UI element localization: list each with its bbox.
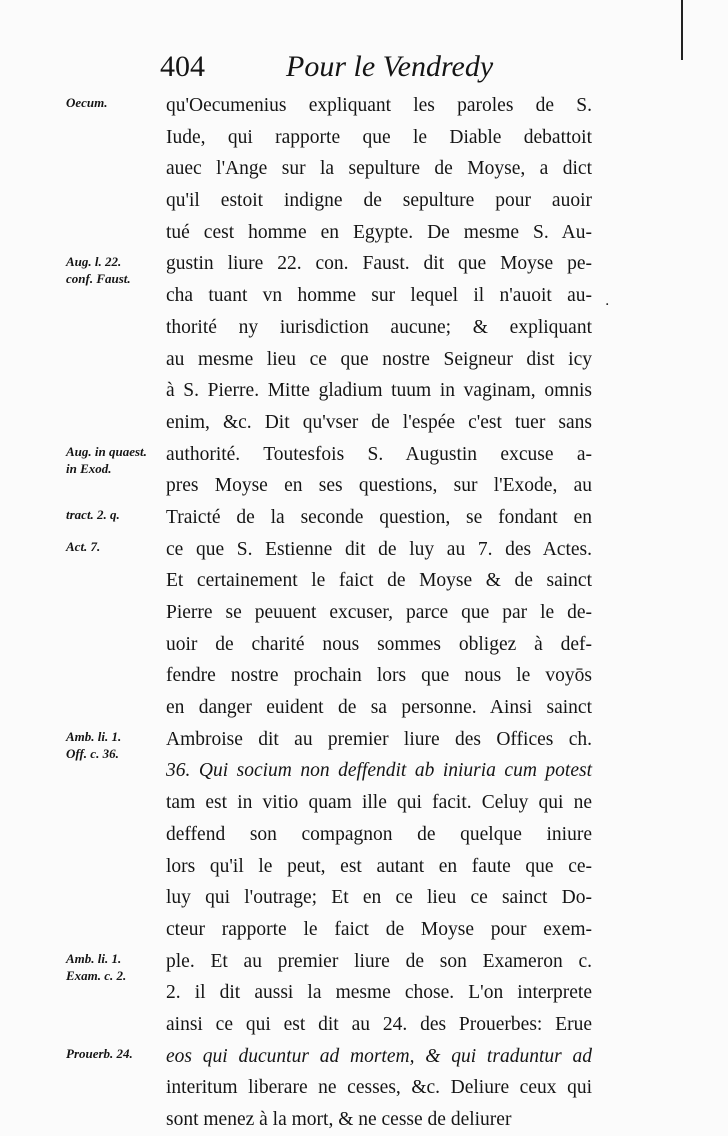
marginal-note-line: Act. 7.	[66, 538, 101, 554]
text-line: thorité ny iurisdiction aucune; & expliquant	[166, 316, 592, 338]
marginal-note-line: Exam. c. 2.	[66, 967, 127, 983]
text-line: Traicté de la seconde question, se fondant en	[166, 506, 592, 528]
text-line: tué cest homme en Egypte. De mesme S. Au-	[166, 221, 592, 243]
text-line: ple. Et au premier liure de son Exameron c.	[166, 950, 592, 972]
marginal-notes	[0, 0, 160, 1061]
text-line: interitum liberare ne cesses, &c. Deliure ceux qui	[166, 1077, 592, 1099]
text-line: authorité. Toutesfois S. Augustin excuse a-	[166, 443, 592, 465]
page-edge-rule	[681, 0, 683, 60]
text-line: ce que S. Estienne dit de luy au 7. des Actes.	[166, 538, 592, 560]
marginal-note	[66, 1045, 133, 1062]
text-line: Ambroise dit au premier liure des Offices ch.	[166, 728, 592, 750]
marginal-note	[66, 253, 131, 287]
text-line: 2. il dit aussi la mesme chose. L'on interprete	[166, 982, 592, 1004]
running-head: Pour le Vendredy	[286, 50, 494, 83]
text-line: pres Moyse en ses questions, sur l'Exode, au	[166, 475, 592, 497]
marginal-note-line: conf. Faust.	[66, 270, 131, 286]
marginal-note-line: Oecum.	[66, 95, 108, 110]
marginal-note-line: Aug. in quaest.	[66, 443, 147, 459]
text-line: Pierre se peuuent excuser, parce que par le de-	[166, 602, 592, 623]
text-line: deffend son compagnon de quelque iniure	[166, 823, 592, 845]
text-line: uoir de charité nous sommes obligez à def-	[166, 633, 592, 655]
text-line: à S. Pierre. Mitte gladium tuum in vaginam, omnis	[166, 380, 592, 402]
text-line: qu'Oecumenius expliquant les paroles de S.	[166, 95, 592, 116]
marginal-note	[66, 728, 121, 762]
text-line: Iude, qui rapporte que le Diable debattoit	[166, 126, 592, 148]
text-line: auec l'Ange sur la sepulture de Moyse, a dict	[166, 158, 592, 180]
marginal-note	[66, 94, 108, 111]
text-line: cteur rapporte le faict de Moyse pour exem-	[166, 918, 592, 940]
text-line: ainsi ce qui est dit au 24. des Prouerbes: Erue	[166, 1013, 592, 1035]
marginal-note	[66, 443, 147, 477]
marginal-note	[66, 506, 120, 523]
text-line: sont menez à la mort, & ne cesse de deliurer	[166, 1109, 512, 1130]
text-line: Et certainement le faict de Moyse & de sainct	[166, 570, 592, 592]
text-line: luy qui l'outrage; Et en ce lieu ce sainct Do-	[166, 887, 592, 909]
page-number: 404	[160, 50, 205, 83]
text-line: cha tuant vn homme sur lequel il n'auoit au-	[166, 285, 592, 307]
marginal-note-line: in Exod.	[66, 460, 112, 476]
marginal-note-line: tract. 2. q.	[66, 507, 120, 523]
text-line: 36. Qui socium non deffendit ab iniuria cum potest	[166, 760, 592, 782]
text-line: au mesme lieu ce que nostre Seigneur dist icy	[166, 348, 592, 370]
marginal-note	[66, 950, 126, 984]
marginal-note-line: Aug. l. 22.	[66, 253, 122, 269]
text-line: gustin liure 22. con. Faust. dit que Moyse pe-	[166, 253, 592, 275]
ink-speck: ·	[605, 297, 610, 313]
body-text	[166, 90, 592, 1136]
page-header	[160, 50, 600, 90]
text-line: lors qu'il le peut, est autant en faute que ce-	[166, 855, 592, 877]
text-line: qu'il estoit indigne de sepulture pour auoir	[166, 190, 592, 212]
text-line: tam est in vitio quam ille qui facit. Celuy qui ne	[166, 792, 592, 814]
text-line: eos qui ducuntur ad mortem, & qui traduntur ad	[166, 1045, 592, 1067]
text-line: fendre nostre prochain lors que nous le voyōs	[166, 665, 592, 687]
marginal-note	[66, 538, 100, 555]
text-line: en danger euident de sa personne. Ainsi sainct	[166, 697, 592, 719]
marginal-note-line: Amb. li. 1.	[66, 729, 122, 744]
marginal-note-line: Prouerb. 24.	[66, 1046, 133, 1061]
marginal-note-line: Amb. li. 1.	[66, 950, 122, 966]
marginal-note-line: Off. c. 36.	[66, 746, 119, 761]
text-line: enim, &c. Dit qu'vser de l'espée c'est tuer sans	[166, 411, 592, 433]
